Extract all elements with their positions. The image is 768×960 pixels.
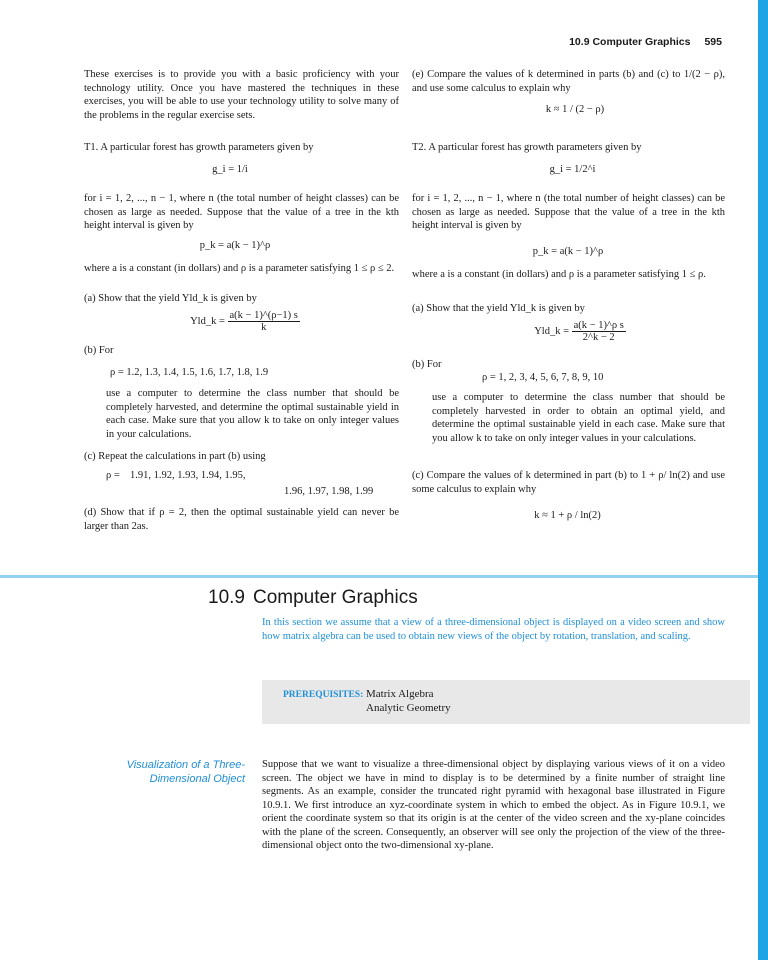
section-title: Computer Graphics — [252, 587, 418, 608]
rho-list-b-2: ρ = 1, 2, 3, 4, 5, 6, 7, 8, 9, 10 — [482, 372, 604, 383]
exercise-t1-stem: T1. A particular forest has growth parameters given by — [84, 142, 314, 153]
prerequisites — [283, 687, 475, 715]
exercise-t1-text: for i = 1, 2, ..., n − 1, where n (the total number of height classes) can be chosen as large as needed. Suppose that the value of a tree in the kth height interval is given by — [84, 193, 399, 231]
equation-yield — [175, 310, 315, 344]
yield-fraction — [228, 310, 300, 333]
page-edge-bar — [758, 0, 768, 960]
section-number: 10.9 — [208, 587, 245, 608]
equation-k-approx: k ≈ 1 / (2 − ρ) — [545, 104, 605, 115]
page-number: 595 — [704, 36, 722, 48]
page-header — [548, 36, 722, 50]
yield-2-lhs: Yld_k = — [534, 325, 569, 337]
part-c-2: (c) Compare the values of k determined in part (b) to 1 + ρ/ ln(2) and use some calculus to explain why — [412, 470, 725, 495]
part-a-2: (a) Show that the yield Yld_k is given by — [412, 303, 585, 314]
equation-growth: g_i = 1/i — [212, 164, 248, 175]
rho-list-c-2: 1.96, 1.97, 1.98, 1.99 — [284, 486, 374, 497]
yield-denominator: k — [261, 322, 267, 333]
section-body: Suppose that we want to visualize a three-dimensional object by displaying various views of it on a video screen. The object we have in mind to display is to be determined by a finite number of straight line segments. As an example, consider the truncated right pyramid with hexagonal base illustrated in Figure 10.9.1. We first introduce an xyz-coordinate system in which to embed the object. As in Figure 10.9.1, we orient the coordinate system so that its origin is at the center of the video screen and the xy-plane coincides with the plane of the screen. Consequently, an observer will see only the projection of the view of the three-dimensional object onto the two-dimensional xy-plane. — [262, 759, 725, 851]
part-b: (b) For — [84, 345, 114, 356]
equation-value-2: p_k = a(k − 1)^ρ — [532, 246, 604, 257]
prerequisite-item: Analytic Geometry — [366, 702, 451, 714]
part-b-2: (b) For — [412, 359, 442, 370]
rho-list-c-1: 1.91, 1.92, 1.93, 1.94, 1.95, — [130, 470, 246, 481]
part-e: (e) Compare the values of k determined in parts (b) and (c) to 1/(2 − ρ), and use some calculus to explain why — [412, 69, 725, 94]
equation-yield-2 — [495, 320, 665, 354]
section-divider — [0, 575, 758, 578]
exercise-t2-stem: T2. A particular forest has growth parameters given by — [412, 142, 642, 153]
part-c: (c) Repeat the calculations in part (b) using — [84, 451, 266, 462]
exercise-t1-constant: where a is a constant (in dollars) and ρ is a parameter satisfying 1 ≤ ρ ≤ 2. — [84, 263, 395, 274]
part-a: (a) Show that the yield Yld_k is given by — [84, 293, 257, 304]
yield-lhs: Yld_k = — [190, 315, 225, 327]
exercise-t2-text: for i = 1, 2, ..., n − 1, where n (the total number of height classes) can be chosen as large as needed. Suppose that the value of a tree in the kth height interval is given by — [412, 193, 725, 231]
section-heading — [208, 587, 418, 609]
prerequisites-items — [366, 687, 451, 715]
section-intro: In this section we assume that a view of a three-dimensional object is displayed on a video screen and show how matrix algebra can be used to obtain new views of the object by rotation, translation, and scaling. — [262, 617, 725, 642]
yield-2-denominator: 2^k − 2 — [582, 332, 615, 343]
exercise-t2-constant: where a is a constant (in dollars) and ρ is a parameter satisfying 1 ≤ ρ. — [412, 269, 706, 280]
margin-heading: Visualization of a Three-Dimensional Object — [126, 759, 245, 785]
part-b-2-text: use a computer to determine the class number that should be completely harvested in order to obtain an optimal yield, and determine the optimal sustainable yield in each case. Make sure that you allow k to take on only integer values in your calculations. — [432, 392, 725, 444]
rho-lhs: ρ = — [106, 470, 120, 481]
exercise-intro: These exercises is to provide you with a basic proficiency with your technology utility. Once you have mastered the techniques in these exercises, you will be able to use your technology utility to solve many of the problems in the regular exercise sets. — [84, 69, 399, 121]
yield-numerator: a(k − 1)^(ρ−1) s — [229, 310, 298, 321]
yield-2-fraction — [572, 320, 626, 343]
rho-list-b: ρ = 1.2, 1.3, 1.4, 1.5, 1.6, 1.7, 1.8, 1.9 — [110, 367, 269, 378]
header-title: 10.9 Computer Graphics — [569, 36, 691, 48]
yield-2-numerator: a(k − 1)^ρ s — [573, 320, 624, 331]
part-b-text: use a computer to determine the class number that should be completely harvested, and determine the optimal sustainable yield in each case. Make sure that you allow k to take on only integer values in your calculations. — [106, 388, 399, 440]
equation-growth-2: g_i = 1/2^i — [549, 164, 596, 175]
part-d: (d) Show that if ρ = 2, then the optimal sustainable yield can never be larger than 2as. — [84, 507, 399, 532]
equation-value: p_k = a(k − 1)^ρ — [199, 240, 271, 251]
prerequisite-item: Matrix Algebra — [366, 688, 434, 700]
equation-k-approx-2: k ≈ 1 + ρ / ln(2) — [534, 510, 601, 521]
prerequisites-label: PREREQUISITES: — [283, 690, 364, 700]
